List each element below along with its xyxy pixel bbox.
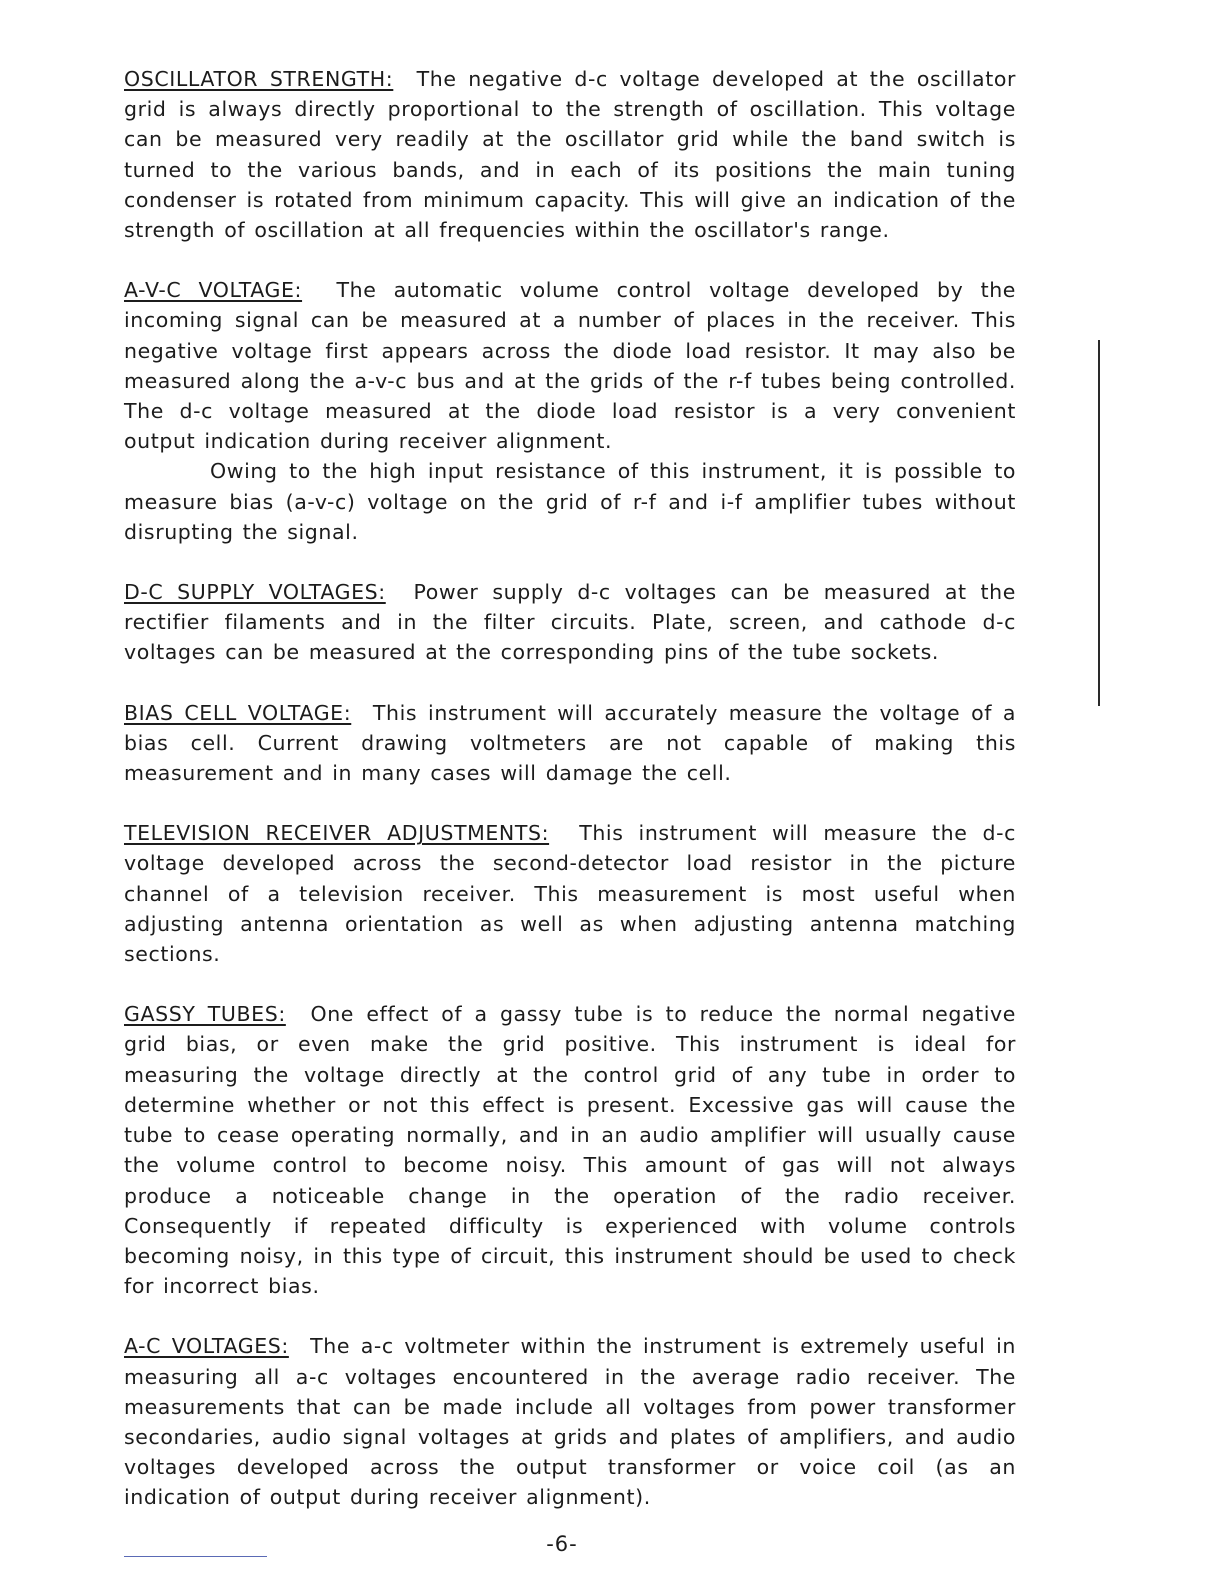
section-oscillator-strength: [124, 64, 1016, 245]
section-text: This instrument will measure the d-c voltage developed across the second-detector load resistor in the picture channel of a television receiver. This measurement is most useful when adjusting antenna orientation as well as when adjusting antenna matching sections.: [124, 821, 1016, 967]
document-page: [124, 64, 1016, 1543]
section-paragraph: [124, 64, 1016, 245]
section-heading: A-V-C VOLTAGE:: [124, 278, 303, 303]
section-television-receiver-adjustments: [124, 818, 1016, 969]
section-heading: OSCILLATOR STRENGTH:: [124, 67, 394, 91]
footer-divider: [124, 1556, 267, 1557]
section-paragraph-indented: Owing to the high input resistance of this instrument, it is possible to measure bias (a-v-c) voltage on the grid of r-f and i-f amplifier tubes without disrupting the signal.: [124, 459, 1016, 544]
section-text: The negative d-c voltage developed at the oscillator grid is always directly proportional to the strength of oscillation. This voltage can be measured very readily at the oscillator grid while the band switch is turned to the various bands, and in each of its positions the main tuning condenser is rotated from minimum capacity. This will give an indication of the strength of oscillation at all frequencies within the oscillator's range.: [124, 67, 1017, 243]
section-paragraph: [124, 577, 1016, 668]
section-gassy-tubes: [124, 999, 1016, 1301]
section-paragraph: [124, 999, 1016, 1301]
section-heading: BIAS CELL VOLTAGE:: [124, 700, 352, 725]
section-text: This instrument will accurately measure the voltage of a bias cell. Current drawing voltmeters are not capable of making this measurement and in many cases will damage the cell.: [124, 700, 1017, 786]
page-number: -6-: [546, 1532, 578, 1556]
section-paragraph: [124, 818, 1016, 969]
section-text: Power supply d-c voltages can be measured at the rectifier filaments and in the filter circuits. Plate, screen, and cathode d-c voltages can be measured at the corresponding pins of the tube sockets.: [124, 580, 1016, 665]
section-heading: GASSY TUBES:: [124, 1002, 286, 1027]
section-heading: TELEVISION RECEIVER ADJUSTMENTS:: [124, 821, 550, 846]
section-text: One effect of a gassy tube is to reduce the normal negative grid bias, or even make the grid positive. This instrument is ideal for measuring the voltage directly at the control grid of any tube in order to determine whether or not this effect is present. Excessive gas will cause the tube to cease operating normally, and in an audio amplifier will usually cause the volume control to become noisy. This amount of gas will not always produce a noticeable change in the operation of the radio receiver. Consequently if repeated difficulty is experienced with volume controls becoming noisy, in this type of circuit, this instrument should be used to check for incorrect bias.: [124, 1002, 1017, 1299]
section-text: The a-c voltmeter within the instrument is extremely useful in measuring all a-c voltages encountered in the average radio receiver. The measurements that can be made include all voltages from power transformer secondaries, audio signal voltages at grids and plates of amplifiers, and audio voltages developed across the output transformer or voice coil (as an indication of output during receiver alignment).: [124, 1334, 1016, 1510]
section-paragraph: [124, 1331, 1016, 1512]
section-paragraph: [124, 275, 1016, 456]
section-bias-cell-voltage: [124, 698, 1016, 789]
section-text: The automatic volume control voltage developed by the incoming signal can be measured at a number of places in the receiver. This negative voltage first appears across the diode load resistor. It may also be measured along the a-v-c bus and at the grids of the r-f tubes being controlled. The d-c voltage measured at the diode load resistor is a very convenient output indication during receiver alignment.: [124, 278, 1017, 454]
section-avc-voltage: [124, 275, 1016, 547]
section-heading: D-C SUPPLY VOLTAGES:: [124, 580, 386, 605]
section-heading: A-C VOLTAGES:: [124, 1334, 289, 1359]
margin-rule: [1098, 340, 1100, 706]
section-ac-voltages: [124, 1331, 1016, 1512]
section-paragraph: [124, 698, 1016, 789]
section-dc-supply-voltages: [124, 577, 1016, 668]
